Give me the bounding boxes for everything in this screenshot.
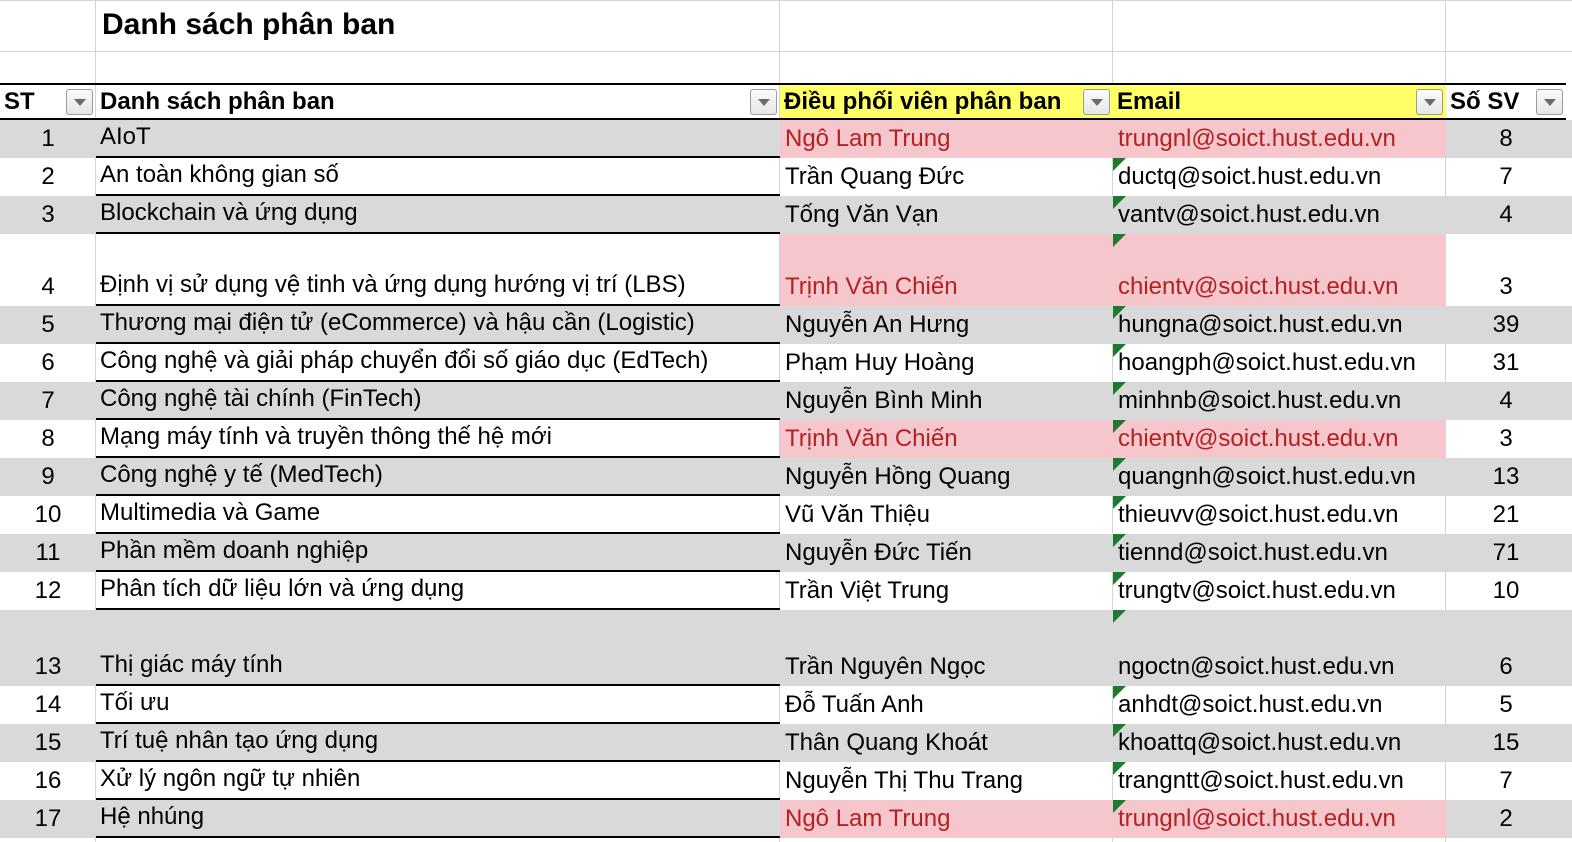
cell-count[interactable]: 39 — [1492, 311, 1520, 338]
comment-indicator-icon — [1113, 534, 1126, 547]
cell-stt[interactable]: 8 — [41, 425, 55, 452]
comment-indicator-icon — [1113, 572, 1126, 585]
cell-coordinator[interactable]: Nguyễn Hồng Quang — [785, 463, 1011, 490]
cell-email[interactable]: ngoctn@soict.hust.edu.vn — [1118, 653, 1395, 680]
table-row — [0, 120, 1572, 158]
cell-stt[interactable]: 1 — [41, 125, 55, 152]
grid-line — [0, 51, 1572, 52]
header-coordinator-label: Điều phối viên phân ban — [784, 87, 1062, 115]
cell-coordinator[interactable]: Nguyễn Bình Minh — [785, 387, 983, 414]
cell-coordinator[interactable]: Trần Quang Đức — [785, 163, 965, 190]
cell-email[interactable]: vantv@soict.hust.edu.vn — [1118, 201, 1380, 228]
cell-count[interactable]: 71 — [1492, 539, 1520, 566]
cell-email[interactable]: khoattq@soict.hust.edu.vn — [1118, 729, 1402, 756]
cell-coordinator[interactable]: Vũ Văn Thiệu — [785, 501, 930, 528]
cell-count[interactable]: 2 — [1499, 805, 1513, 832]
header-name[interactable] — [96, 83, 780, 120]
cell-stt[interactable]: 10 — [34, 501, 62, 528]
cell-count[interactable]: 4 — [1499, 387, 1513, 414]
cell-stt[interactable]: 4 — [41, 273, 55, 300]
header-count-label: Số SV — [1450, 87, 1520, 115]
cell-coordinator[interactable]: Ngô Lam Trung — [780, 120, 1113, 158]
comment-indicator-icon — [1113, 724, 1126, 737]
cell-name[interactable]: Blockchain và ứng dụng — [96, 196, 780, 234]
cell-name[interactable]: An toàn không gian số — [96, 158, 780, 196]
header-count[interactable] — [1446, 83, 1566, 120]
table-row — [0, 496, 1572, 534]
comment-indicator-icon — [1113, 158, 1126, 171]
cell-count[interactable]: 4 — [1499, 201, 1513, 228]
cell-name[interactable]: Công nghệ y tế (MedTech) — [96, 458, 780, 496]
cell-name[interactable]: Multimedia và Game — [96, 496, 780, 534]
cell-coordinator[interactable]: Thân Quang Khoát — [785, 729, 988, 756]
cell-coordinator[interactable]: Trần Nguyên Ngọc — [785, 653, 986, 680]
cell-count[interactable]: 7 — [1499, 767, 1513, 794]
table-row — [0, 762, 1572, 800]
header-email[interactable] — [1113, 83, 1446, 120]
cell-coordinator[interactable]: Ngô Lam Trung — [780, 800, 1113, 838]
cell-stt[interactable]: 17 — [34, 805, 62, 832]
cell-count[interactable]: 31 — [1492, 349, 1520, 376]
comment-indicator-icon — [1113, 234, 1126, 247]
cell-email[interactable]: chientv@soict.hust.edu.vn — [1113, 234, 1446, 306]
cell-coordinator[interactable]: Phạm Huy Hoàng — [785, 349, 975, 376]
table-row — [0, 610, 1572, 686]
cell-email[interactable]: hungna@soict.hust.edu.vn — [1118, 311, 1403, 338]
table-row — [0, 158, 1572, 196]
cell-stt[interactable]: 5 — [41, 311, 55, 338]
cell-email[interactable]: chientv@soict.hust.edu.vn — [1113, 420, 1446, 458]
filter-dropdown-icon[interactable] — [1083, 89, 1110, 115]
filter-dropdown-icon[interactable] — [750, 89, 777, 115]
cell-count[interactable]: 15 — [1492, 729, 1520, 756]
table-row — [0, 686, 1572, 724]
cell-stt[interactable]: 11 — [35, 539, 61, 566]
comment-indicator-icon — [1113, 420, 1126, 433]
header-email-label: Email — [1117, 87, 1182, 115]
cell-name[interactable]: Trí tuệ nhân tạo ứng dụng — [96, 724, 780, 762]
table-row — [0, 420, 1572, 458]
filter-dropdown-icon[interactable] — [1536, 89, 1563, 115]
cell-email[interactable]: trungnl@soict.hust.edu.vn — [1113, 800, 1446, 838]
cell-email[interactable]: thieuvv@soict.hust.edu.vn — [1118, 501, 1399, 528]
table-row — [0, 306, 1572, 344]
cell-email[interactable]: minhnb@soict.hust.edu.vn — [1118, 387, 1402, 414]
grid-line — [0, 0, 1572, 1]
filter-dropdown-icon[interactable] — [66, 89, 93, 115]
cell-stt[interactable]: 7 — [41, 387, 55, 414]
comment-indicator-icon — [1113, 610, 1126, 623]
cell-count[interactable]: 3 — [1499, 425, 1513, 452]
comment-indicator-icon — [1113, 800, 1126, 813]
cell-name[interactable]: Công nghệ và giải pháp chuyển đổi số giáo dục (EdTech) — [96, 344, 780, 382]
cell-name[interactable]: Thị giác máy tính — [96, 610, 780, 686]
header-stt[interactable] — [0, 83, 96, 120]
cell-email[interactable]: quangnh@soict.hust.edu.vn — [1118, 463, 1416, 490]
table-row — [0, 344, 1572, 382]
cell-stt[interactable]: 16 — [34, 767, 62, 794]
cell-count[interactable]: 7 — [1499, 163, 1513, 190]
cell-email[interactable]: tiennd@soict.hust.edu.vn — [1118, 539, 1388, 566]
cell-name[interactable]: Hệ nhúng — [96, 800, 780, 838]
cell-name[interactable]: Công nghệ tài chính (FinTech) — [96, 382, 780, 420]
cell-email[interactable]: anhdt@soict.hust.edu.vn — [1118, 691, 1383, 718]
cell-stt[interactable]: 2 — [41, 163, 55, 190]
table-row — [0, 800, 1572, 838]
cell-name[interactable]: Xử lý ngôn ngữ tự nhiên — [96, 762, 780, 800]
cell-email[interactable]: trungtv@soict.hust.edu.vn — [1118, 577, 1396, 604]
cell-count[interactable]: 3 — [1499, 273, 1513, 300]
sheet-title[interactable]: Danh sách phân ban — [102, 8, 396, 41]
comment-indicator-icon — [1113, 496, 1126, 509]
filter-dropdown-icon[interactable] — [1416, 89, 1443, 115]
cell-coordinator[interactable]: Tống Văn Vạn — [785, 201, 939, 228]
cell-count[interactable]: 13 — [1492, 463, 1520, 490]
cell-coordinator[interactable]: Nguyễn Thị Thu Trang — [785, 767, 1023, 794]
cell-stt[interactable]: 9 — [41, 463, 55, 490]
header-stt-label: ST — [4, 87, 35, 115]
comment-indicator-icon — [1113, 344, 1126, 357]
cell-name[interactable]: AIoT — [96, 120, 780, 158]
table-row — [0, 534, 1572, 572]
comment-indicator-icon — [1113, 686, 1126, 699]
comment-indicator-icon — [1113, 306, 1126, 319]
comment-indicator-icon — [1113, 458, 1126, 471]
cell-name[interactable]: Mạng máy tính và truyền thông thế hệ mới — [96, 420, 780, 458]
table-row — [0, 234, 1572, 306]
cell-stt[interactable]: 15 — [34, 729, 62, 756]
cell-coordinator[interactable]: Trịnh Văn Chiến — [780, 420, 1113, 458]
table-row — [0, 382, 1572, 420]
cell-coordinator[interactable]: Trịnh Văn Chiến — [780, 234, 1113, 306]
header-coordinator[interactable] — [780, 83, 1113, 120]
cell-email[interactable]: hoangph@soict.hust.edu.vn — [1118, 349, 1416, 376]
table-row — [0, 572, 1572, 610]
cell-name[interactable]: Tối ưu — [96, 686, 780, 724]
comment-indicator-icon — [1113, 382, 1126, 395]
cell-coordinator[interactable]: Đỗ Tuấn Anh — [785, 691, 924, 718]
cell-stt[interactable]: 6 — [41, 349, 55, 376]
cell-coordinator[interactable]: Nguyễn Đức Tiến — [785, 539, 972, 566]
cell-email[interactable]: ductq@soict.hust.edu.vn — [1118, 163, 1382, 190]
cell-email[interactable]: trungnl@soict.hust.edu.vn — [1113, 120, 1446, 158]
cell-stt[interactable]: 3 — [41, 201, 55, 228]
cell-stt[interactable]: 12 — [34, 577, 62, 604]
cell-email[interactable]: trangntt@soict.hust.edu.vn — [1118, 767, 1404, 794]
cell-name[interactable]: Thương mại điện tử (eCommerce) và hậu cần (Logistic) — [96, 306, 780, 344]
cell-count[interactable]: 5 — [1499, 691, 1513, 718]
cell-stt[interactable]: 14 — [34, 691, 62, 718]
comment-indicator-icon — [1113, 196, 1126, 209]
comment-indicator-icon — [1113, 762, 1126, 775]
cell-coordinator[interactable]: Trần Việt Trung — [785, 577, 950, 604]
table-row — [0, 724, 1572, 762]
cell-name[interactable]: Định vị sử dụng vệ tinh và ứng dụng hướng vị trí (LBS) — [96, 234, 780, 306]
cell-count[interactable]: 21 — [1492, 501, 1520, 528]
cell-count[interactable]: 6 — [1499, 653, 1513, 680]
cell-stt[interactable]: 13 — [34, 653, 62, 680]
table-row — [0, 458, 1572, 496]
cell-coordinator[interactable]: Nguyễn An Hưng — [785, 311, 970, 338]
table-row — [0, 196, 1572, 234]
cell-count[interactable]: 10 — [1492, 577, 1520, 604]
cell-count[interactable]: 8 — [1499, 125, 1513, 152]
header-name-label: Danh sách phân ban — [100, 87, 335, 115]
cell-name[interactable]: Phân tích dữ liệu lớn và ứng dụng — [96, 572, 780, 610]
cell-name[interactable]: Phần mềm doanh nghiệp — [96, 534, 780, 572]
